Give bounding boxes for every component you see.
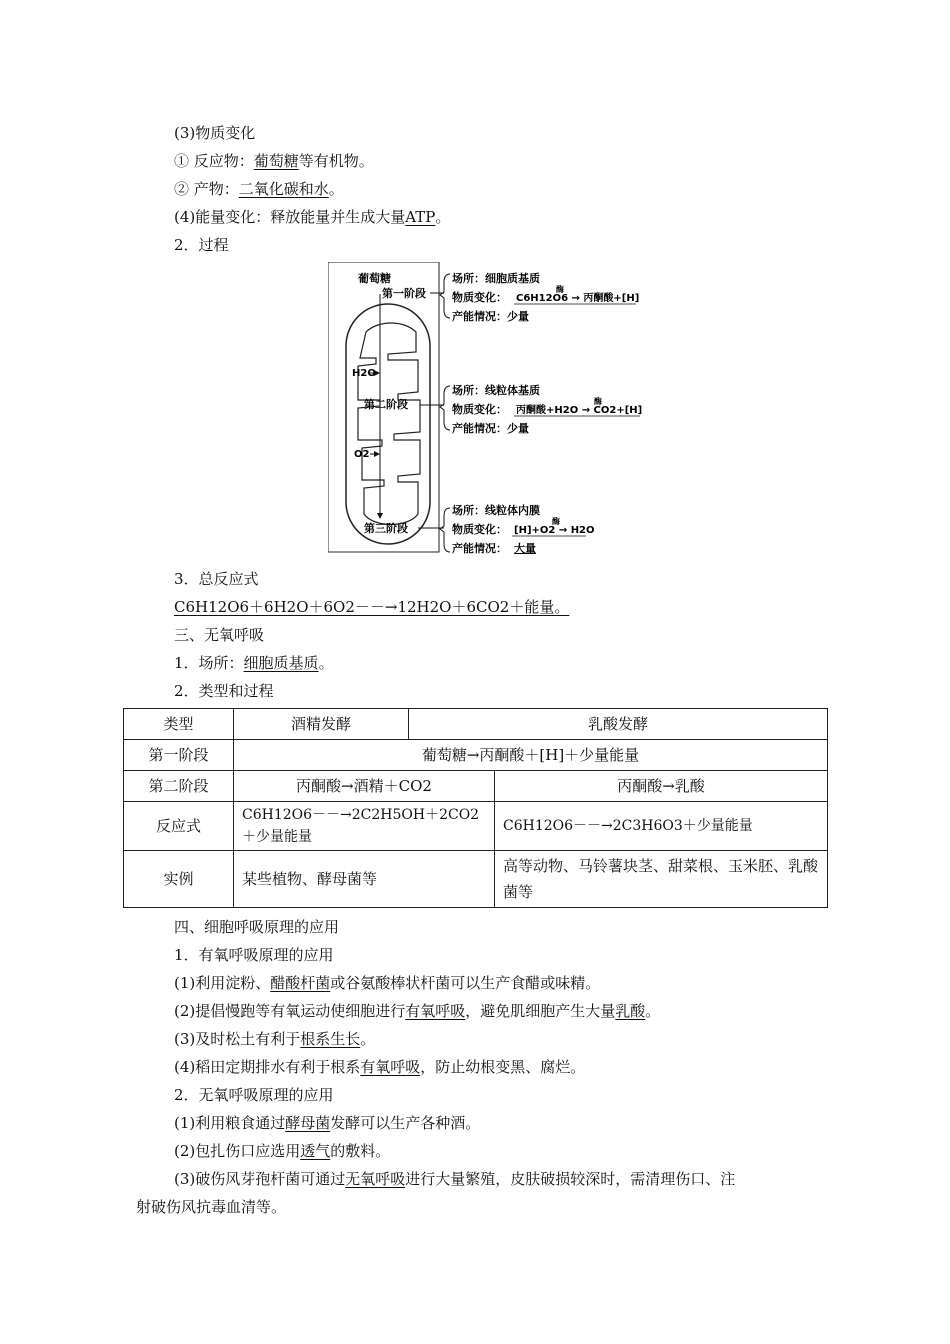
process-heading: 2．过程: [174, 236, 229, 254]
fermentation-table: [123, 708, 828, 908]
respiration-diagram: [328, 262, 648, 554]
table-row: [124, 802, 828, 851]
stage3-enzyme: 酶: [552, 517, 560, 526]
aerobic-heading: 1．有氧呼吸原理的应用: [174, 946, 334, 964]
anaerobic-site-line: 1．场所：细胞质基质。: [174, 654, 334, 672]
table-cell: 丙酮酸→酒精＋CO2: [234, 771, 495, 802]
table-row: [124, 709, 828, 740]
total-reaction-heading: 3．总反应式: [174, 570, 259, 588]
types-heading: 2．类型和过程: [174, 682, 274, 700]
table-cell: 酒精发酵: [234, 709, 409, 740]
stage3-energy-label: 产能情况：: [452, 542, 507, 554]
stage2-energy: 产能情况：少量: [452, 422, 529, 435]
stage3-name: 第三阶段: [364, 522, 408, 535]
anaerobic-site-answer: 细胞质基质: [243, 654, 319, 672]
table-cell: 第二阶段: [124, 771, 234, 802]
stage1-energy: 产能情况：少量: [452, 310, 529, 323]
table-cell: C6H12O6－－→2C2H5OH＋2CO2＋少量能量: [234, 802, 495, 851]
stage2-site: 场所：线粒体基质: [452, 384, 540, 397]
table-cell: 葡萄糖→丙酮酸＋[H]＋少量能量: [234, 740, 828, 771]
energy-answer: ATP: [405, 208, 436, 226]
stage2-change: 丙酮酸+H2O → CO2+[H]: [516, 405, 643, 416]
stage2-name: 第二阶段: [364, 398, 408, 411]
section3-heading: 三、无氧呼吸: [174, 626, 265, 644]
table-cell: C6H12O6－－→2C3H6O3＋少量能量: [495, 802, 828, 851]
table-cell: 高等动物、马铃薯块茎、甜菜根、玉米胚、乳酸菌等: [495, 851, 828, 908]
stage1-enzyme: 酶: [556, 285, 564, 294]
stage3-energy: 大量: [514, 542, 536, 554]
item3-heading: (3)物质变化: [174, 124, 256, 142]
stage1-name: 第一阶段: [382, 287, 426, 300]
anaerobic-item-1: (1)利用粮食通过酵母菌发酵可以生产各种酒。: [174, 1114, 481, 1132]
h2o-label: H2O: [352, 368, 376, 379]
aerobic-item-1: (1)利用淀粉、醋酸杆菌或谷氨酸棒状杆菌可以生产食醋或味精。: [174, 974, 601, 992]
table-cell: 实例: [124, 851, 234, 908]
inner-membrane: [358, 323, 420, 525]
section4-heading: 四、细胞呼吸原理的应用: [174, 918, 340, 936]
stage3-change: [H]+O2 → H2O: [514, 525, 595, 536]
anaerobic-item-2: (2)包扎伤口应选用透气的敷料。: [174, 1142, 391, 1160]
energy-line: (4)能量变化：释放能量并生成大量ATP。: [174, 208, 451, 226]
stage3-change-label: 物质变化：: [452, 523, 507, 536]
anaerobic-heading: 2．无氧呼吸原理的应用: [174, 1086, 334, 1104]
outer-membrane: [346, 304, 430, 544]
table-cell: 类型: [124, 709, 234, 740]
o2-label: O2: [354, 449, 370, 460]
reactant-line: ① 反应物：葡萄糖等有机物。: [174, 152, 374, 170]
table-cell: 乳酸发酵: [409, 709, 828, 740]
aerobic-item-2: (2)提倡慢跑等有氧运动使细胞进行有氧呼吸，避免肌细胞产生大量乳酸。: [174, 1002, 661, 1020]
product-line: ② 产物：二氧化碳和水。: [174, 180, 344, 198]
stage1-site: 场所：细胞质基质: [452, 272, 540, 285]
glucose-label: 葡萄糖: [358, 272, 391, 285]
table-row: [124, 740, 828, 771]
aerobic-item-4: (4)稻田定期排水有利于根系有氧呼吸，防止幼根变黑、腐烂。: [174, 1058, 586, 1076]
table-cell: 某些植物、酵母菌等: [234, 851, 495, 908]
table-cell: 丙酮酸→乳酸: [495, 771, 828, 802]
stage3-site: 场所：线粒体内膜: [452, 504, 540, 517]
table-row: [124, 851, 828, 908]
table-row: [124, 771, 828, 802]
table-cell: 第一阶段: [124, 740, 234, 771]
product-answer: 二氧化碳和水: [238, 180, 329, 198]
anaerobic-item-3: (3)破伤风芽孢杆菌可通过无氧呼吸进行大量繁殖，皮肤破损较深时，需清理伤口、注: [174, 1170, 736, 1188]
stage1-change-label: 物质变化：: [452, 291, 507, 304]
aerobic-item-3: (3)及时松土有利于根系生长。: [174, 1030, 376, 1048]
anaerobic-item-3-cont: 射破伤风抗毒血清等。: [136, 1198, 287, 1216]
total-reaction-equation: C6H12O6＋6H2O＋6O2－－→12H2O＋6CO2＋能量。: [174, 598, 570, 616]
stage1-change: C6H12O6 → 丙酮酸+[H]: [516, 293, 640, 304]
stage2-change-label: 物质变化：: [452, 403, 507, 416]
reactant-answer: 葡萄糖: [253, 152, 299, 170]
stage2-enzyme: 酶: [594, 397, 602, 406]
table-cell: 反应式: [124, 802, 234, 851]
